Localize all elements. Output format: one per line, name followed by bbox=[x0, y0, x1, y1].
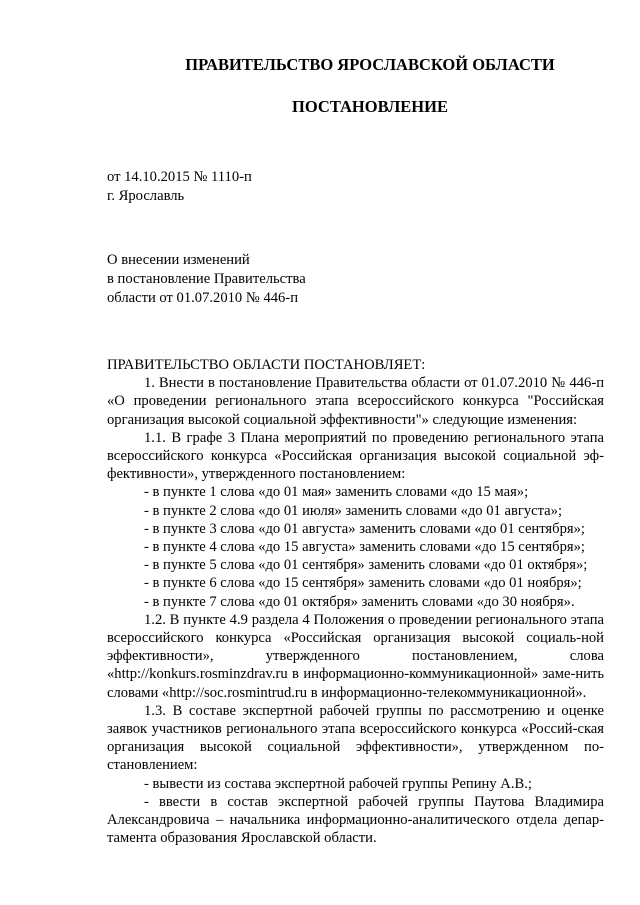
list-item: - в пункте 7 слова «до 01 октября» заменить словами «до 30 ноября». bbox=[144, 593, 575, 610]
list-item: - ввести в состав экспертной рабочей группы Паутова Владимира Александровича – начальника информационно-аналитического отдела депар-тамента образования Ярославской области. bbox=[107, 793, 604, 847]
subject-line: области от 01.07.2010 № 446-п bbox=[107, 290, 299, 306]
resolution-intro: ПРАВИТЕЛЬСТВО ОБЛАСТИ ПОСТАНОВЛЯЕТ: bbox=[107, 357, 426, 373]
paragraph-1-3: 1.3. В составе экспертной рабочей группы по рассмотрению и оценке заявок участников регионального этапа всероссийского конкурса «Россий-ская организация высокой социальной эффективности», утвержденном по-становлением: bbox=[107, 702, 604, 774]
list-item: - в пункте 6 слова «до 15 сентября» заменить словами «до 01 ноября»; bbox=[144, 575, 582, 592]
document-subject bbox=[107, 251, 607, 308]
document-body bbox=[107, 356, 604, 847]
paragraph-1-2: 1.2. В пункте 4.9 раздела 4 Положения о проведении регионального этапа всероссийского конкурса «Российская организация высокой социаль-ной эффективности», утвержденного постановлением, слова «http://konkurs.rosminzdrav.ru в информационно-коммуникационной» заме-нить словами «http://soc.rosmintrud.ru в информационно-телекоммуникационной». bbox=[107, 611, 604, 701]
list-item: - в пункте 2 слова «до 01 июля» заменить словами «до 01 августа»; bbox=[144, 502, 562, 519]
subject-line: в постановление Правительства bbox=[107, 271, 306, 287]
list-item: - в пункте 4 слова «до 15 августа» заменить словами «до 15 сентября»; bbox=[144, 539, 585, 556]
document-type-title: ПОСТАНОВЛЕНИЕ bbox=[292, 97, 448, 116]
list-item: - в пункте 5 слова «до 01 сентября» заменить словами «до 01 октября»; bbox=[144, 557, 588, 574]
subject-line: О внесении изменений bbox=[107, 252, 250, 268]
paragraph-1-1: 1.1. В графе 3 Плана мероприятий по проведению регионального этапа всероссийского конкурса «Российская организация высокой социальной эф-фективности», утвержденного постановлением: bbox=[107, 429, 604, 483]
list-item: - вывести из состава экспертной рабочей группы Репину А.В.; bbox=[144, 775, 532, 792]
paragraph-1: 1. Внести в постановление Правительства области от 01.07.2010 № 446-п «О проведении регионального этапа всероссийского конкурса "Российская организация высокой социальной эффективности"» следующие изменения: bbox=[107, 375, 604, 428]
city: г. Ярославль bbox=[107, 188, 185, 204]
list-item: - в пункте 3 слова «до 01 августа» заменить словами «до 01 сентября»; bbox=[144, 520, 585, 537]
list-item: - в пункте 1 слова «до 01 мая» заменить словами «до 15 мая»; bbox=[144, 484, 529, 501]
document-meta bbox=[107, 168, 607, 206]
date-number: от 14.10.2015 № 1110-п bbox=[107, 169, 252, 185]
government-title: ПРАВИТЕЛЬСТВО ЯРОСЛАВСКОЙ ОБЛАСТИ bbox=[185, 55, 555, 74]
